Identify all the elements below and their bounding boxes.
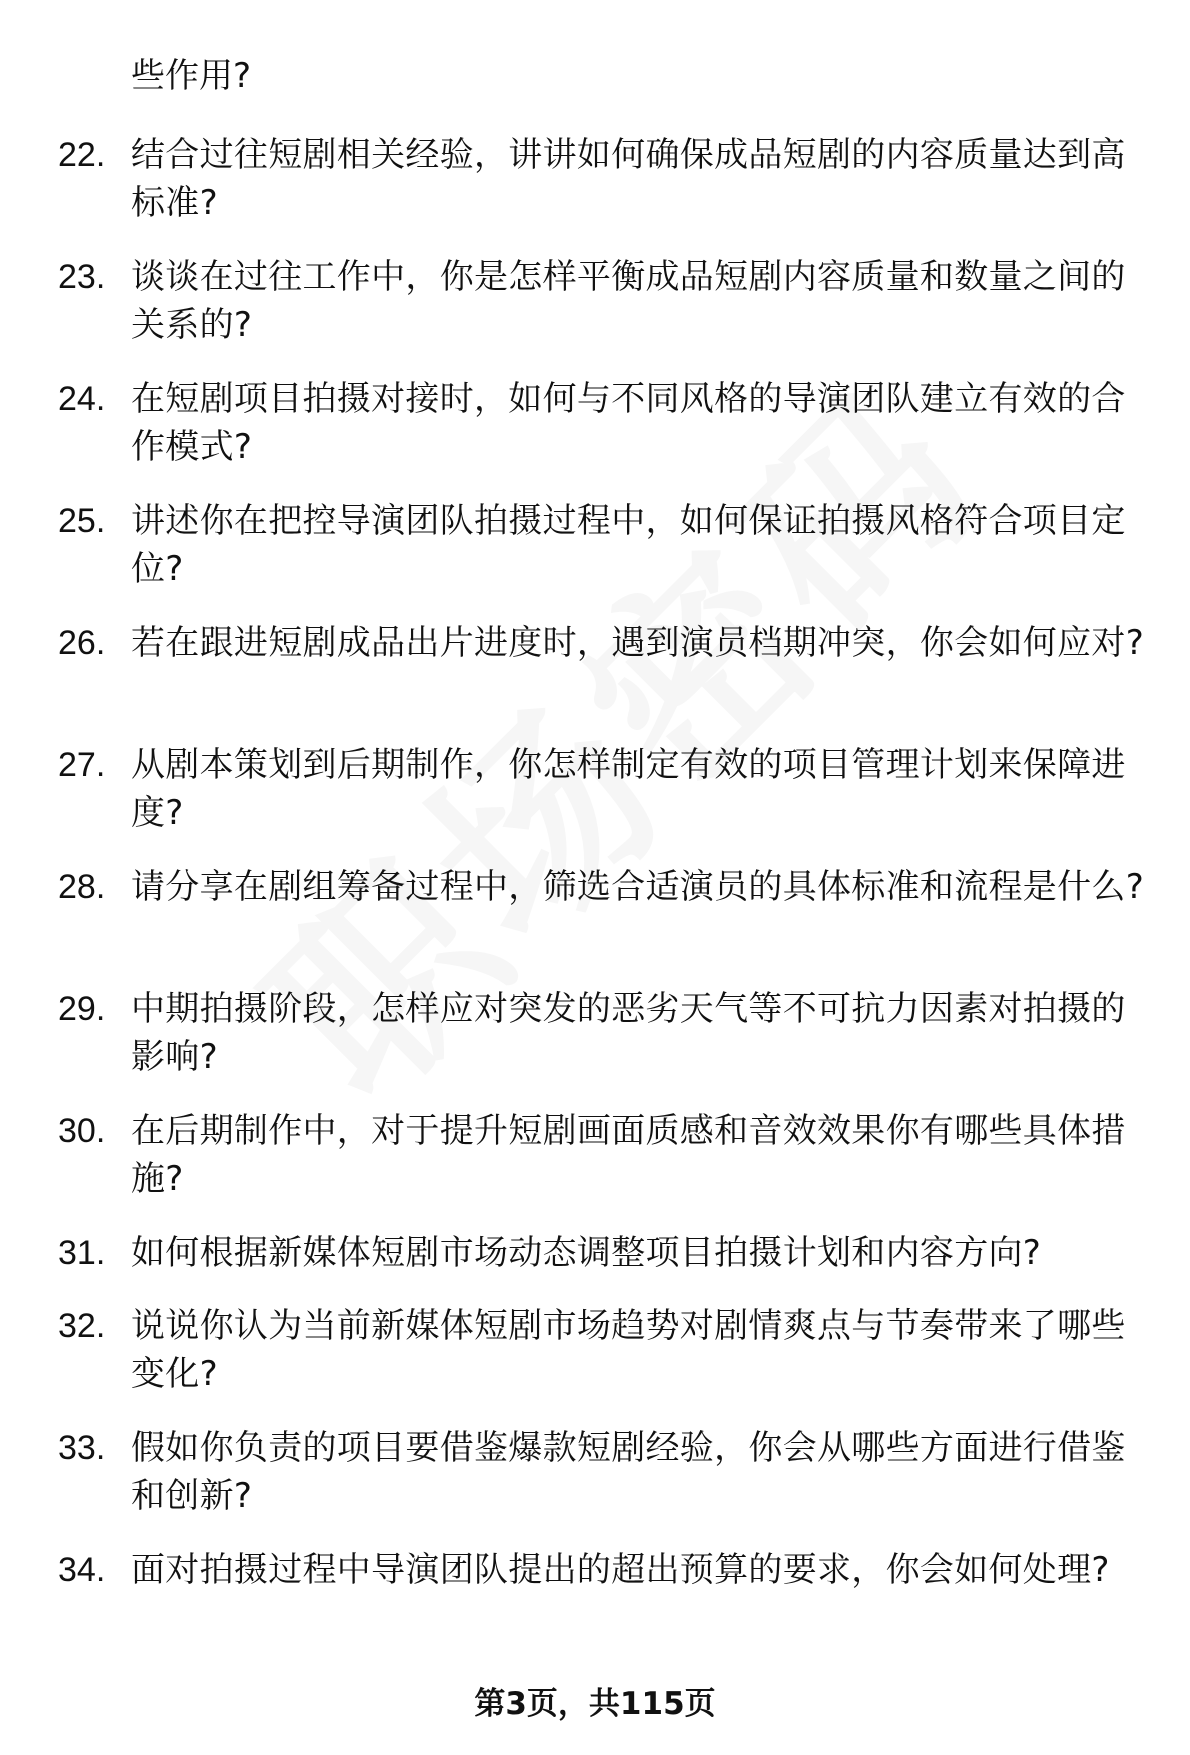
question-number: 29. [58, 990, 106, 1028]
question-item [0, 1424, 1190, 1546]
question-item [0, 1107, 1190, 1229]
page-footer: 第3页，共115页 [474, 1686, 716, 1722]
question-text: 在短剧项目拍摄对接时，如何与不同风格的导演团队建立有效的合作模式? [131, 379, 1126, 467]
question-text: 假如你负责的项目要借鉴爆款短剧经验，你会从哪些方面进行借鉴和创新? [131, 1428, 1126, 1516]
continued-question-text: 些作用? [131, 56, 252, 96]
question-item [0, 1229, 1190, 1302]
question-item [0, 619, 1190, 741]
question-number: 26. [58, 624, 106, 662]
question-item [0, 863, 1190, 985]
question-item [0, 985, 1190, 1107]
question-text: 面对拍摄过程中导演团队提出的超出预算的要求，你会如何处理? [131, 1550, 1110, 1590]
question-text: 请分享在剧组筹备过程中，筛选合适演员的具体标准和流程是什么? [131, 867, 1145, 907]
question-number: 30. [58, 1112, 106, 1150]
question-item [0, 741, 1190, 863]
question-number: 33. [58, 1429, 106, 1467]
question-text: 若在跟进短剧成品出片进度时，遇到演员档期冲突，你会如何应对? [131, 623, 1145, 663]
question-item [0, 1302, 1190, 1424]
question-text: 说说你认为当前新媒体短剧市场趋势对剧情爽点与节奏带来了哪些变化? [131, 1306, 1126, 1394]
question-text: 从剧本策划到后期制作，你怎样制定有效的项目管理计划来保障进度? [131, 745, 1126, 833]
question-number: 23. [58, 258, 106, 296]
question-text: 谈谈在过往工作中，你是怎样平衡成品短剧内容质量和数量之间的关系的? [131, 257, 1126, 345]
question-number: 25. [58, 502, 106, 540]
question-list [0, 131, 1190, 1668]
question-number: 24. [58, 380, 106, 418]
question-item [0, 131, 1190, 253]
question-number: 27. [58, 746, 106, 784]
question-text: 结合过往短剧相关经验，讲讲如何确保成品短剧的内容质量达到高标准? [131, 135, 1126, 223]
question-number: 22. [58, 136, 106, 174]
question-number: 32. [58, 1307, 106, 1345]
question-text: 中期拍摄阶段，怎样应对突发的恶劣天气等不可抗力因素对拍摄的影响? [131, 989, 1126, 1077]
question-text: 如何根据新媒体短剧市场动态调整项目拍摄计划和内容方向? [131, 1233, 1042, 1273]
question-item [0, 253, 1190, 375]
question-item [0, 375, 1190, 497]
question-text: 讲述你在把控导演团队拍摄过程中，如何保证拍摄风格符合项目定位? [131, 501, 1126, 589]
question-item [0, 1546, 1190, 1668]
question-number: 31. [58, 1234, 106, 1272]
question-number: 28. [58, 868, 106, 906]
question-text: 在后期制作中，对于提升短剧画面质感和音效效果你有哪些具体措施? [131, 1111, 1126, 1199]
question-number: 34. [58, 1551, 106, 1589]
question-item [0, 497, 1190, 619]
